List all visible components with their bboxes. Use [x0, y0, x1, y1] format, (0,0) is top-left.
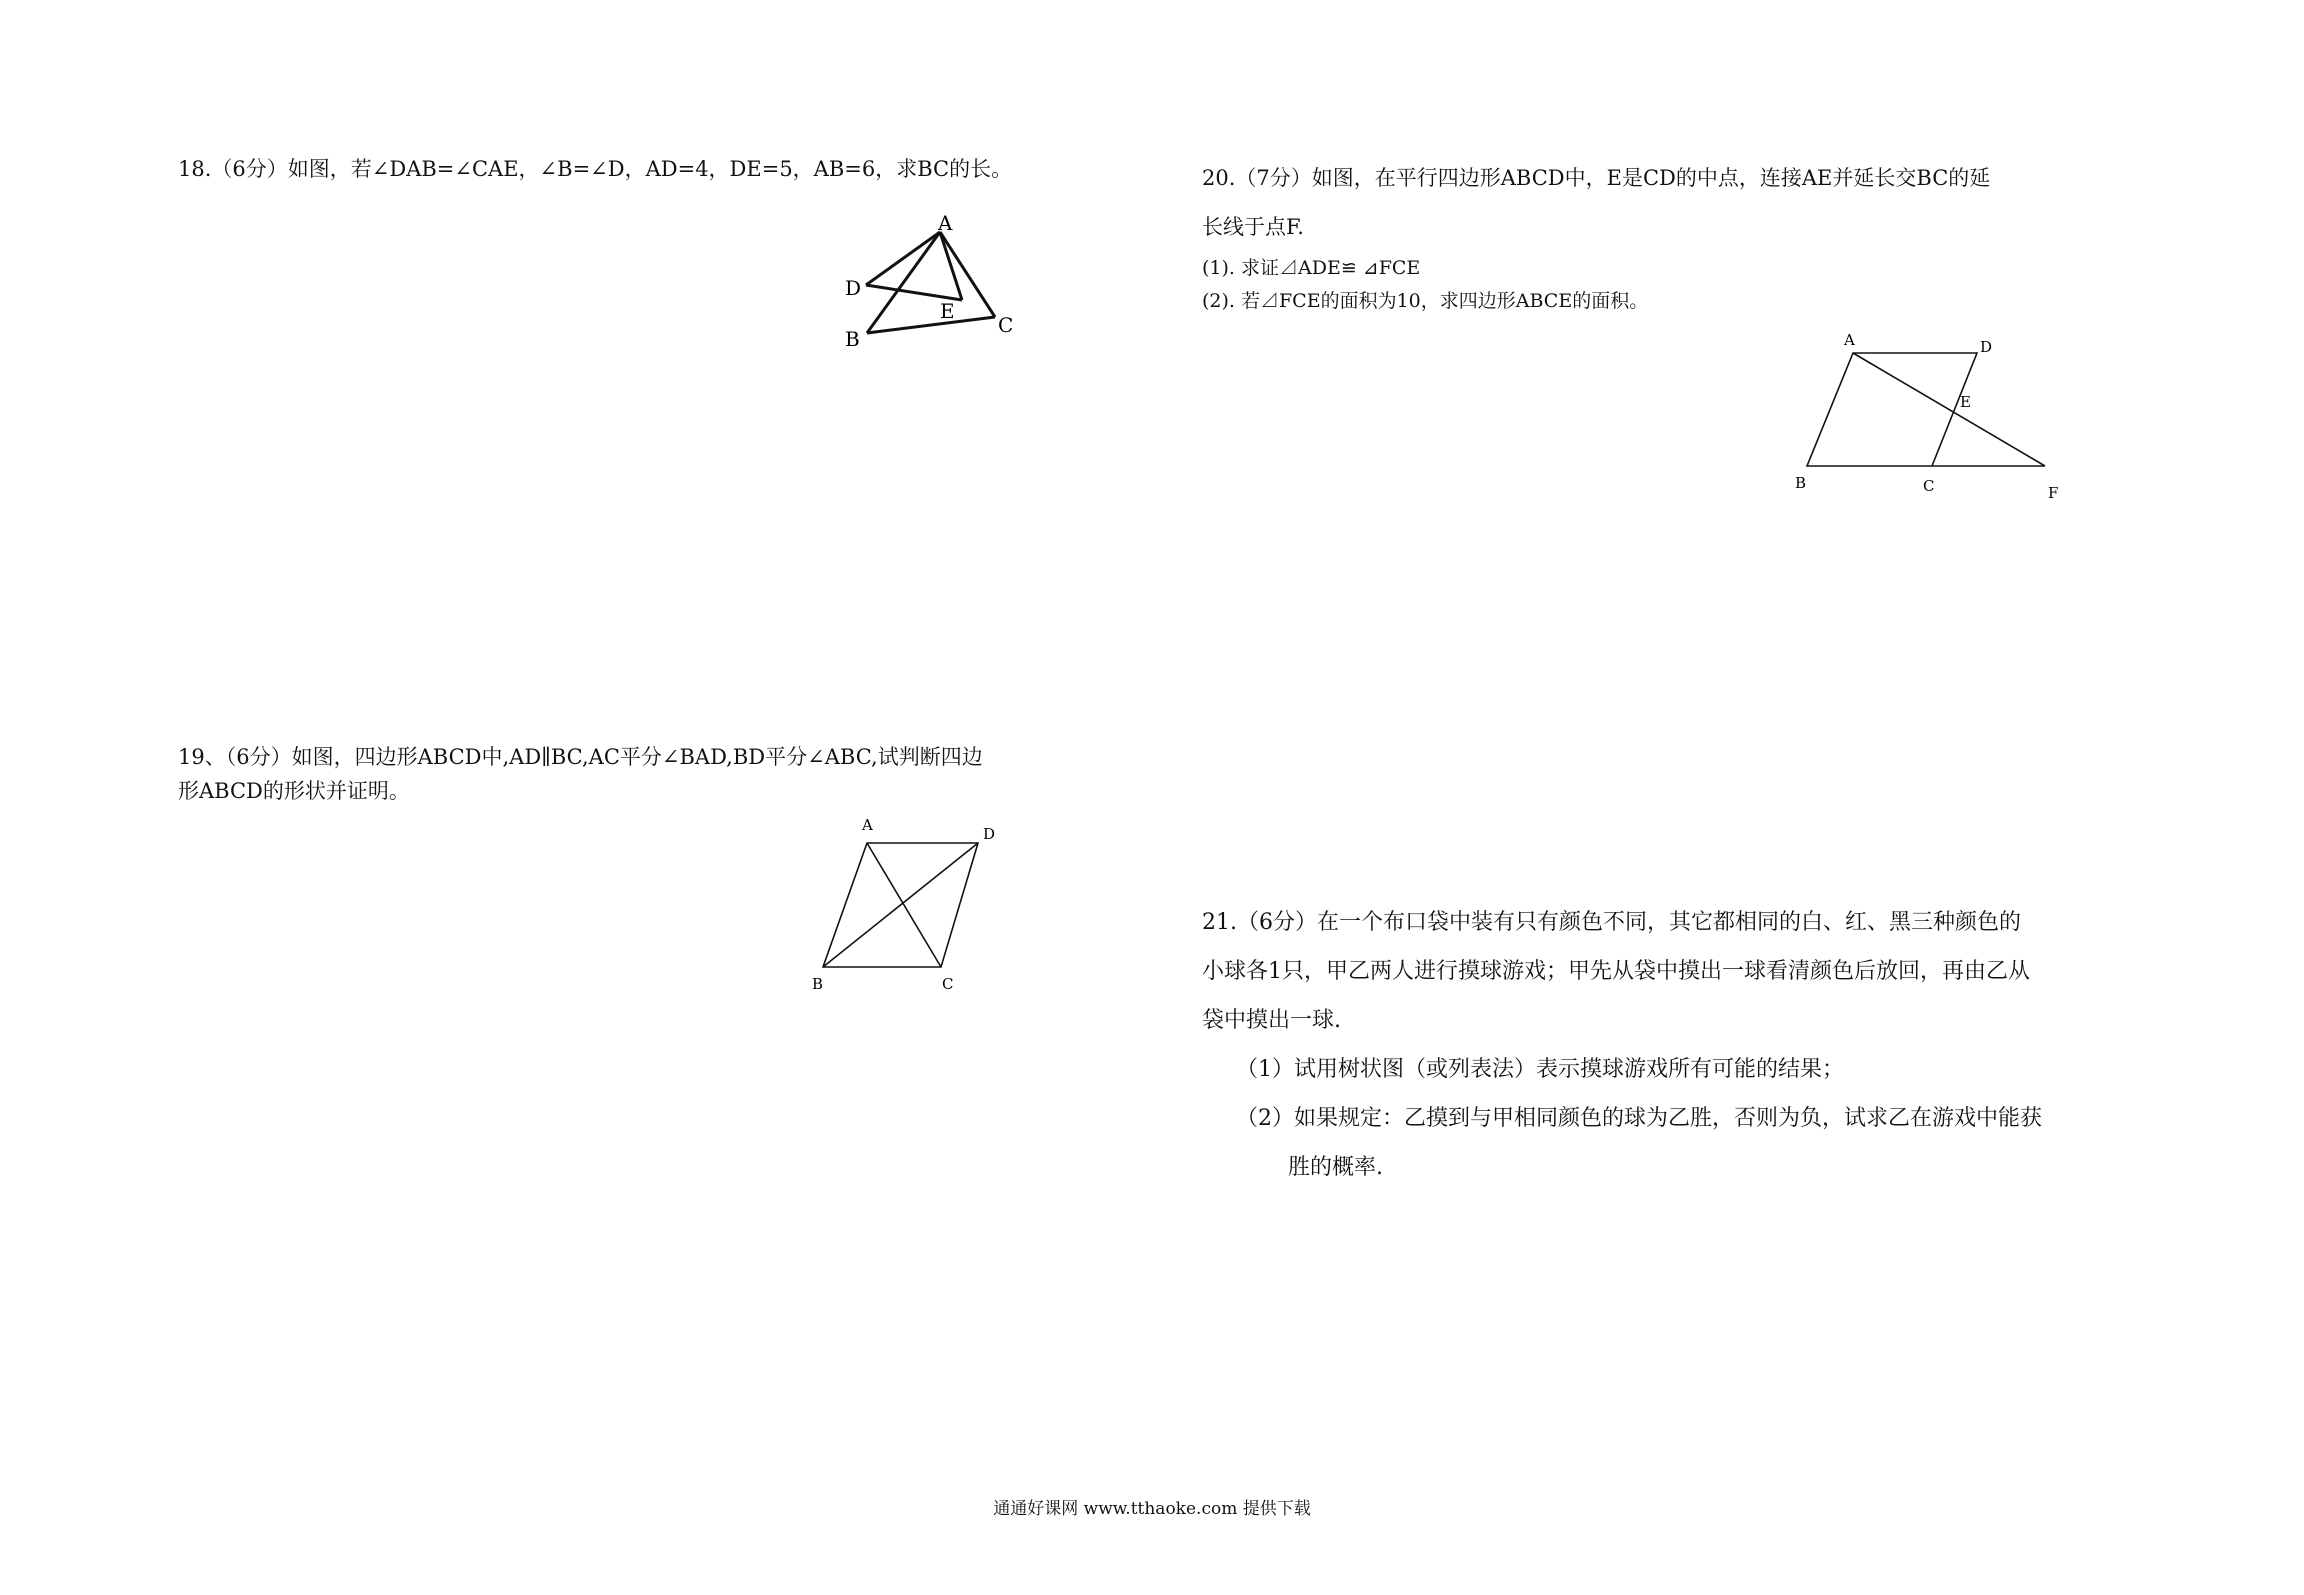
q20-line-2: 长线于点F.	[1202, 215, 1304, 239]
q20-label-D: D	[1980, 338, 1993, 356]
q18-label-C: C	[998, 313, 1014, 337]
q18-segment-DE	[866, 285, 962, 300]
q20-parallelogram-figure	[1770, 325, 2070, 505]
q21-line-3: 袋中摸出一球.	[1202, 1008, 1341, 1033]
q18-segment-AB	[867, 232, 940, 333]
q19-label-C: C	[942, 975, 954, 993]
q18-label-A: A	[938, 211, 953, 235]
q20-part-2: (2). 若⊿FCE的面积为10，求四边形ABCE的面积。	[1202, 290, 1649, 312]
q21-line-2: 小球各1只，甲乙两人进行摸球游戏；甲先从袋中摸出一球看清颜色后放回，再由乙从	[1202, 959, 2030, 984]
q20-label-F: F	[2048, 484, 2059, 502]
q21-line-1: 21.（6分）在一个布口袋中装有只有颜色不同，其它都相同的白、红、黑三种颜色的	[1202, 910, 2021, 935]
q21-part-1: （1）试用树状图（或列表法）表示摸球游戏所有可能的结果；	[1236, 1057, 1844, 1082]
q19-label-A: A	[862, 816, 873, 834]
q20-label-C: C	[1923, 477, 1935, 495]
q19-label-D: D	[983, 825, 996, 843]
q20-label-A: A	[1844, 331, 1855, 349]
footer-download-credit: 通通好课网 www.tthaoke.com 提供下载	[993, 1499, 1311, 1519]
q18-label-E: E	[940, 299, 955, 323]
q18-segment-AD	[866, 232, 940, 285]
q20-label-B: B	[1795, 474, 1807, 492]
q18-label-D: D	[845, 276, 862, 300]
q18-segment-AE	[940, 232, 962, 300]
q20-line-1: 20.（7分）如图，在平行四边形ABCD中，E是CD的中点，连接AE并延长交BC的延	[1202, 166, 1991, 190]
q20-label-E: E	[1960, 393, 1971, 411]
q18-label-B: B	[845, 327, 860, 351]
q19-diagonal-BD	[823, 843, 978, 967]
q19-line-1: 19、（6分）如图，四边形ABCD中,AD∥BC,AC平分∠BAD,BD平分∠ABC,试判断四边	[178, 745, 983, 769]
q20-part-1: (1). 求证⊿ADE≌ ⊿FCE	[1202, 257, 1421, 279]
q19-line-2: 形ABCD的形状并证明。	[178, 779, 410, 803]
q19-label-B: B	[812, 975, 824, 993]
q21-part-2-line-2: 胜的概率.	[1288, 1155, 1383, 1180]
q18-segment-BC	[867, 317, 995, 333]
q19-quadrilateral-figure	[800, 805, 1010, 1000]
q20-parallelogram-ABCD	[1807, 353, 1977, 466]
q19-diagonal-AC	[867, 843, 941, 967]
q18-text: 18.（6分）如图，若∠DAB=∠CAE，∠B=∠D，AD=4，DE=5，AB=6，求BC的长。	[178, 157, 1013, 181]
q21-part-2-line-1: （2）如果规定：乙摸到与甲相同颜色的球为乙胜，否则为负，试求乙在游戏中能获	[1236, 1106, 2042, 1131]
q20-segment-AF	[1853, 353, 2045, 466]
q18-triangle-figure	[830, 210, 1030, 360]
